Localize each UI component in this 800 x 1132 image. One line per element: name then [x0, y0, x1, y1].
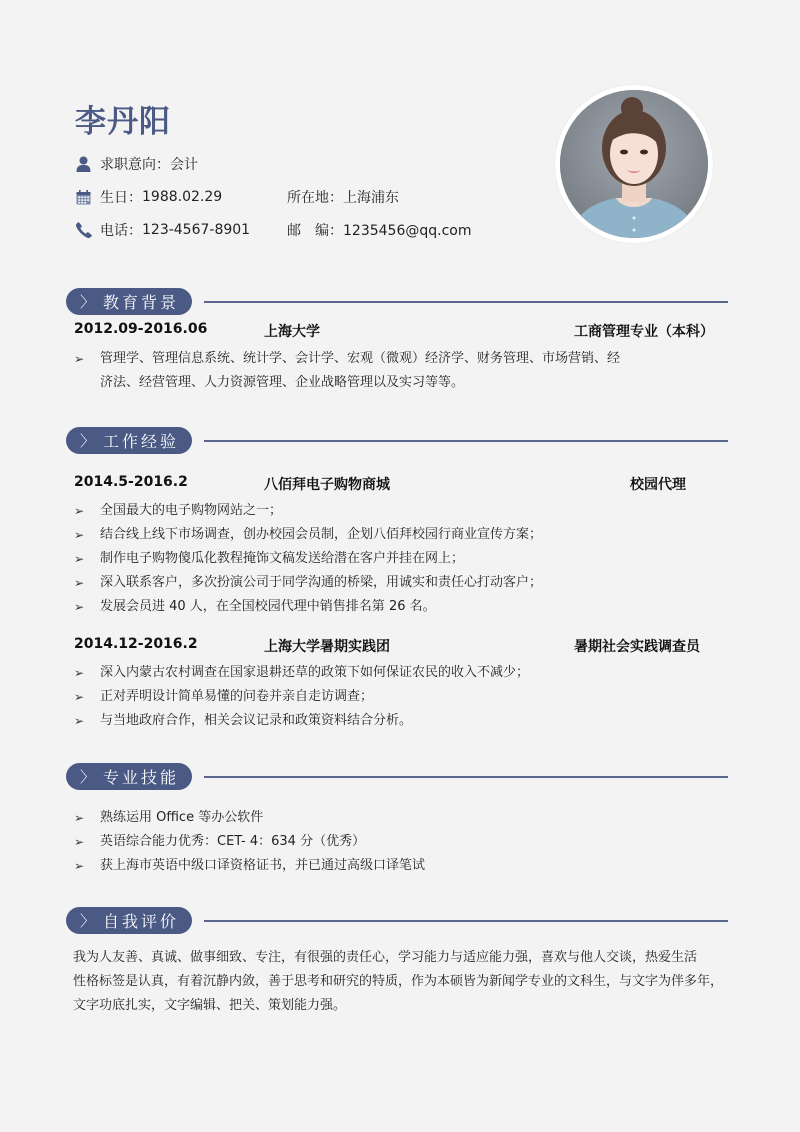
- birthday-label: 生日：: [100, 190, 142, 206]
- list-item-text: 深入联系客户，多次扮演公司于同学沟通的桥梁，用诚实和责任心打动客户；: [100, 575, 543, 590]
- list-item: [74, 685, 674, 709]
- entry-org: 上海大学暑期实践团: [264, 639, 390, 655]
- list-item: [74, 709, 674, 733]
- list-item-text: 熟练运用 Office 等办公软件: [100, 810, 264, 825]
- bullet-arrow-icon: ➢: [74, 504, 85, 518]
- list-item: [74, 661, 674, 685]
- bullet-arrow-icon: ➢: [74, 859, 85, 873]
- list-item-text: 制作电子购物傻瓜化教程掩饰文稿发送给潜在客户并挂在网上；: [100, 551, 465, 566]
- list-item-text: 结合线上线下市场调查，创办校园会员制，企划八佰拜校园行商业宣传方案；: [100, 527, 543, 542]
- objective-label: 求职意向：: [100, 157, 170, 173]
- list-item-text: 正对弄明设计简单易懂的问卷并亲自走访调查；: [100, 689, 374, 704]
- entry-date: 2012.09-2016.06: [74, 321, 208, 337]
- list-item-text: 管理学、管理信息系统、统计学、会计学、宏观（微观）经济学、财务管理、市场营销、经 济法、经营管理、人力资源管理、企业战略管理以及实习等等。: [100, 351, 621, 390]
- section-pill: [66, 907, 192, 934]
- email-value: 1235456@qq.com: [343, 223, 472, 239]
- list-item-text: 发展会员进 40 人，在全国校园代理中销售排名第 26 名。: [100, 599, 436, 614]
- chevron-right-icon: 〉: [80, 912, 96, 930]
- profile-photo-frame: [555, 85, 713, 243]
- work-entry-header: [74, 636, 714, 656]
- list-item-text: 深入内蒙古农村调查在国家退耕还草的政策下如何保证农民的收入不减少；: [100, 665, 530, 680]
- list-item: [74, 854, 674, 878]
- bullet-arrow-icon: ➢: [74, 352, 85, 366]
- entry-role: 暑期社会实践调查员: [574, 639, 700, 655]
- user-icon: [75, 156, 92, 173]
- list-item: [74, 523, 674, 547]
- entry-date: 2014.12-2016.2: [74, 636, 198, 652]
- list-item: [74, 595, 674, 619]
- chevron-right-icon: 〉: [80, 293, 96, 311]
- list-item: [74, 830, 674, 854]
- bullet-arrow-icon: ➢: [74, 835, 85, 849]
- entry-date: 2014.5-2016.2: [74, 474, 188, 490]
- calendar-icon: [75, 189, 92, 206]
- email-field: [287, 220, 471, 240]
- work-entry-header: [74, 474, 714, 494]
- section-self-evaluation: [66, 907, 728, 935]
- email-label: 邮 编：: [287, 223, 343, 239]
- section-divider: [204, 440, 728, 442]
- list-item: [74, 806, 674, 830]
- section-title: 工作经验: [103, 432, 180, 451]
- phone-row: [75, 219, 472, 241]
- list-item-text: 与当地政府合作，相关会议记录和政策资料结合分析。: [100, 713, 413, 728]
- section-divider: [204, 776, 728, 778]
- section-title: 专业技能: [103, 768, 180, 787]
- bullet-arrow-icon: ➢: [74, 690, 85, 704]
- list-item-text: 全国最大的电子购物网站之一；: [100, 503, 283, 518]
- phone-value: 123-4567-8901: [142, 222, 251, 238]
- section-pill: [66, 288, 192, 315]
- location-value: 上海浦东: [343, 190, 399, 206]
- section-work: [66, 427, 728, 455]
- bullet-arrow-icon: ➢: [74, 552, 85, 566]
- candidate-name: 李丹阳: [75, 104, 171, 140]
- section-title: 教育背景: [103, 293, 180, 312]
- profile-photo: [560, 90, 708, 238]
- bullet-arrow-icon: ➢: [74, 576, 85, 590]
- list-item: [74, 347, 664, 395]
- list-item-text: 英语综合能力优秀：CET- 4：634 分（优秀）: [100, 834, 366, 849]
- entry-role: 校园代理: [630, 477, 686, 493]
- section-divider: [204, 301, 728, 303]
- bullet-arrow-icon: ➢: [74, 600, 85, 614]
- list-item: [74, 499, 674, 523]
- list-item: [74, 571, 674, 595]
- phone-icon: [75, 222, 92, 239]
- list-item-text: 获上海市英语中级口译资格证书，并已通过高级口译笔试: [100, 858, 426, 873]
- bullet-arrow-icon: ➢: [74, 714, 85, 728]
- section-education: [66, 288, 728, 316]
- section-pill: [66, 763, 192, 790]
- section-title: 自我评价: [103, 912, 180, 931]
- entry-org: 八佰拜电子购物商城: [264, 477, 390, 493]
- section-divider: [204, 920, 728, 922]
- chevron-right-icon: 〉: [80, 432, 96, 450]
- bullet-arrow-icon: ➢: [74, 666, 85, 680]
- birthday-row: [75, 186, 399, 208]
- section-pill: [66, 427, 192, 454]
- location-label: 所在地：: [287, 190, 343, 206]
- section-skills: [66, 763, 728, 791]
- chevron-right-icon: 〉: [80, 768, 96, 786]
- entry-org: 上海大学: [264, 324, 320, 340]
- list-item: [74, 547, 674, 571]
- location-field: [287, 187, 399, 207]
- entry-role: 工商管理专业（本科）: [574, 324, 714, 340]
- self-evaluation-text: 我为人友善、真诚、做事细致、专注，有很强的责任心，学习能力与适应能力强，喜欢与他人交谈，热爱生活 性格标签是认真，有着沉静内敛，善于思考和研究的特质，作为本硕皆为新闻学专业的文科生，与文字为伴多年， 文字功底扎实，文字编辑、把关、策划能力强。: [73, 950, 724, 1013]
- phone-label: 电话：: [100, 223, 142, 239]
- bullet-arrow-icon: ➢: [74, 811, 85, 825]
- objective-value: 会计: [170, 157, 198, 173]
- bullet-arrow-icon: ➢: [74, 528, 85, 542]
- education-entry-header: [74, 321, 714, 341]
- objective-row: [75, 153, 198, 175]
- birthday-value: 1988.02.29: [142, 189, 223, 205]
